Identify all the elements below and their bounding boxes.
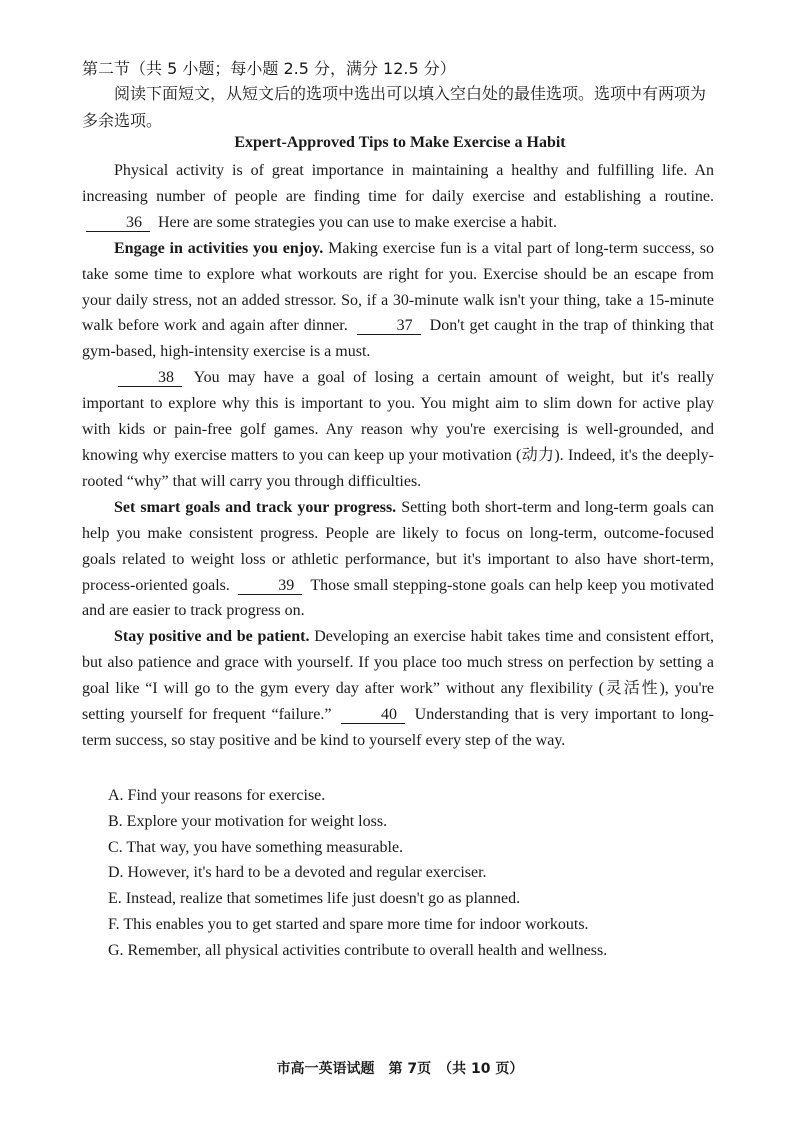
paragraph-5 (82, 624, 714, 754)
paragraph-text: Here are some strategies you can use to make exercise a habit. (158, 213, 557, 231)
section-instructions: 阅读下面短文，从短文后的选项中选出可以填入空白处的最佳选项。选项中有两项为多余选项。 (82, 84, 707, 130)
paragraph-2 (82, 236, 714, 366)
answer-blank-39: 39 (238, 578, 302, 595)
paragraph-heading: Stay positive and be patient. (114, 628, 310, 646)
paragraph-text: Setting both short-term and long-term goals can help you make consistent progress. People are likely to focus on long-term, outcome-focused goals related to weight loss or athletic performance, but it's important to also have short-term, process-oriented goals. (82, 498, 715, 594)
option-d: D. However, it's hard to be a devoted and regular exerciser. (108, 864, 487, 882)
section-title: 第二节（共 5 小题；每小题 2.5 分，满分 12.5 分） (82, 59, 456, 78)
answer-blank-37: 37 (357, 318, 421, 335)
paragraph-text: You may have a goal of losing a certain amount of weight, but it's really important to explore why this is important to you. You might aim to slim down for active play with kids or pain-free golf games. Any reason why you're exercising is well-grounded, and knowing why exercise matters to you can keep up your motivation (动力). Indeed, it's the deeply-rooted “why” that will carry you through difficulties. (82, 369, 715, 490)
paragraph-text: Understanding that is very important to long-term success, so stay positive and be kind to yourself every step of the way. (82, 706, 715, 749)
answer-blank-40: 40 (341, 707, 405, 724)
option-a: A. Find your reasons for exercise. (108, 787, 326, 804)
paragraph-text: Physical activity is of great importance in maintaining a healthy and fulfilling life. An increasing number of people are finding time for daily exercise and establishing a routine. (82, 162, 714, 205)
paragraph-heading: Set smart goals and track your progress. (114, 498, 397, 516)
option-f: F. This enables you to get started and spare more time for indoor workouts. (108, 915, 589, 933)
paragraph-heading: Engage in activities you enjoy. (114, 239, 324, 257)
paragraph-text: Don't get caught in the trap of thinking that gym-based, high-intensity exercise is a must. (82, 317, 714, 361)
option-g: G. Remember, all physical activities contribute to overall health and wellness. (108, 941, 608, 959)
passage-title: Expert-Approved Tips to Make Exercise a Habit (234, 134, 566, 151)
paragraph-text: Making exercise fun is a vital part of long-term success, so take some time to explore what workouts are right for you. Exercise should be an escape from your daily stress, not an added stressor. So, if a 30-minute walk isn't your thing, take a 15-minute walk before work and again after dinner. (82, 239, 715, 335)
option-b: B. Explore your motivation for weight loss. (108, 812, 388, 830)
answer-blank-38: 38 (118, 370, 182, 387)
answer-options (108, 783, 718, 964)
paragraph-3 (82, 365, 714, 495)
paragraph-1 (82, 158, 714, 236)
answer-blank-36: 36 (86, 215, 150, 232)
passage-body (82, 158, 714, 754)
option-e: E. Instead, realize that sometimes life just doesn't go as planned. (108, 890, 521, 908)
paragraph-text: Developing an exercise habit takes time and consistent effort, but also patience and grace with yourself. If you place too much stress on perfection by setting a goal like “I will go to the gym every day after work” without any flexibility (灵活性), you're setting yourself for frequent “failure.” (82, 628, 715, 724)
option-c: C. That way, you have something measurable. (108, 838, 404, 856)
paragraph-4 (82, 495, 714, 625)
paragraph-text: Those small stepping-stone goals can help keep you motivated and are easier to track progress on. (82, 576, 715, 620)
page-footer: 市高一英语试题 第 7页 （共 10 页） (276, 1061, 524, 1077)
